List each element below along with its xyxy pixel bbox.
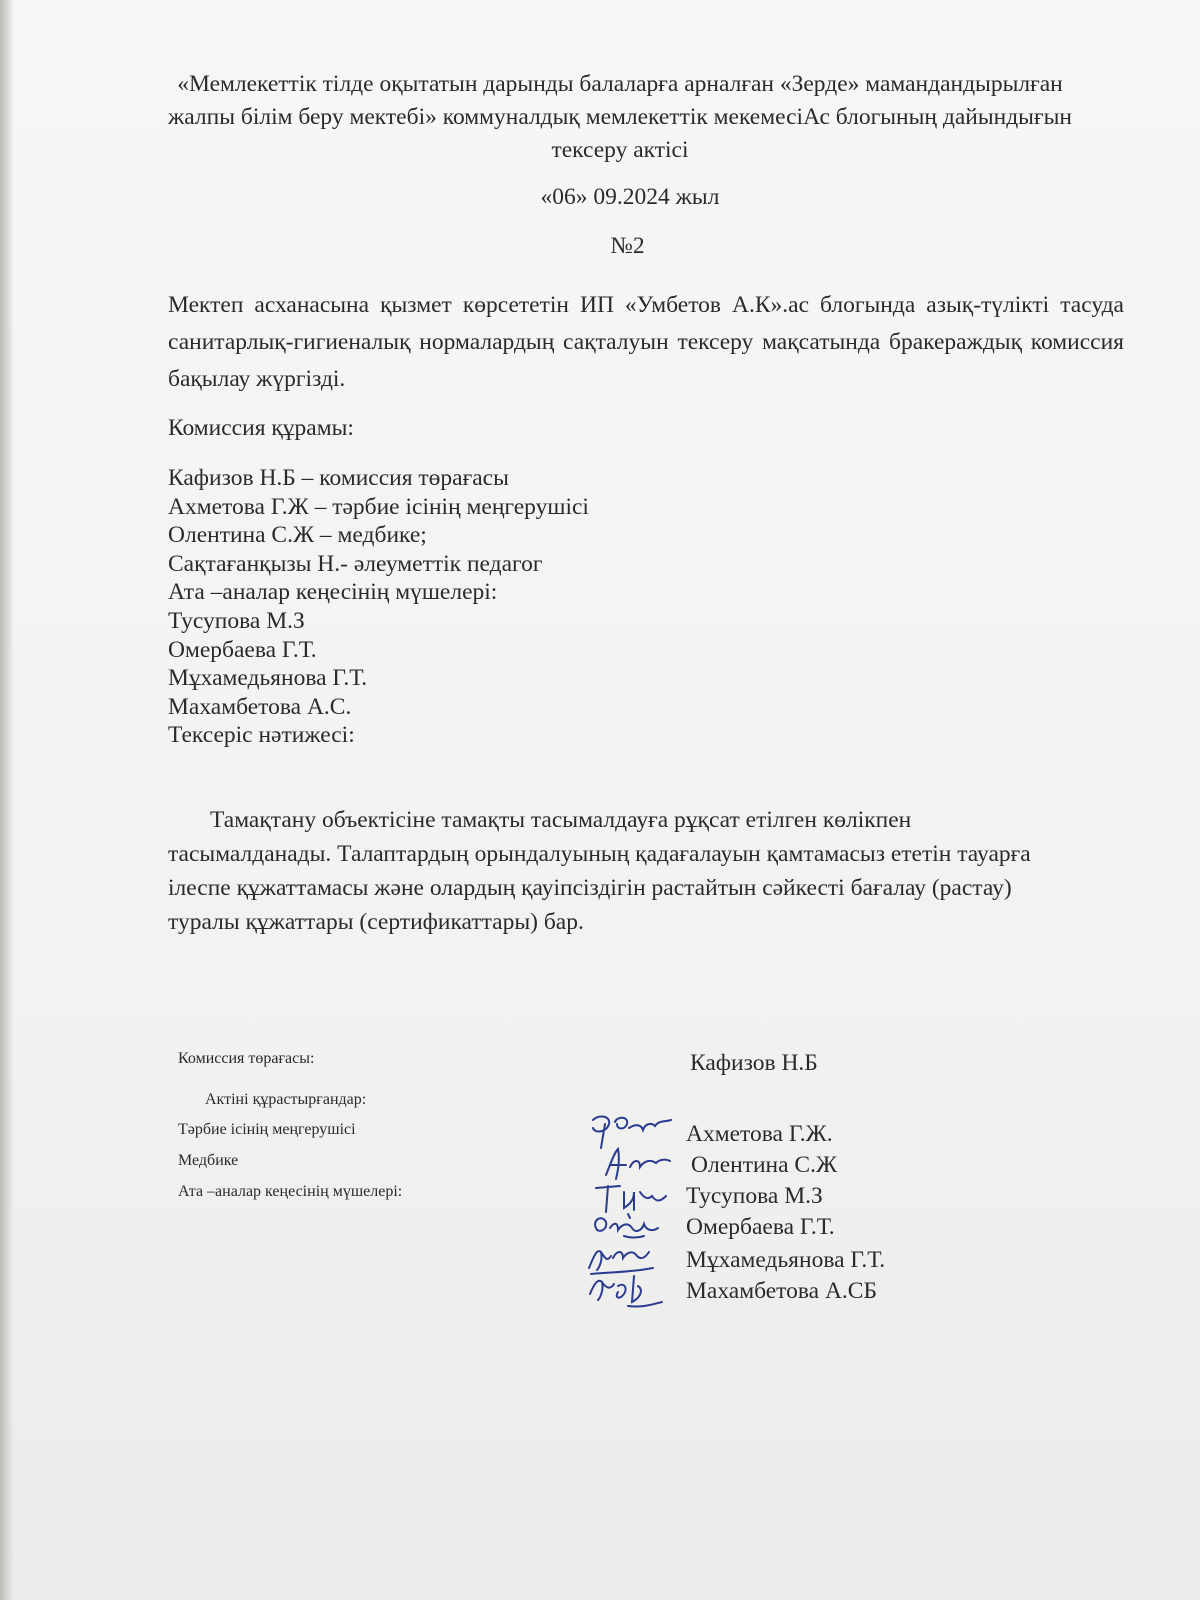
member-line: Сақтағанқызы Н.- әлеуметтік педагог bbox=[168, 550, 543, 577]
member-line: Ата –аналар кеңесінің мүшелері: bbox=[168, 579, 498, 606]
member-line: Ахметова Г.Ж – тәрбие ісінің меңгерушісі bbox=[168, 493, 589, 520]
signer-name: Махамбетова А.СБ bbox=[686, 1278, 877, 1304]
signer-name: Олентина С.Ж bbox=[691, 1152, 838, 1178]
member-line: Тусупова М.З bbox=[168, 607, 305, 634]
compilers-label: Актіні құрастырғандар: bbox=[205, 1091, 367, 1108]
result-paragraph bbox=[168, 803, 1038, 939]
member-line: Омербаева Г.Т. bbox=[168, 636, 317, 663]
chair-label: Комиссия төрағасы: bbox=[178, 1050, 315, 1067]
signature-scribble bbox=[584, 1268, 674, 1317]
signer-name: Ахметова Г.Ж. bbox=[686, 1121, 833, 1147]
member-line: Кафизов Н.Б – комиссия төрағасы bbox=[168, 465, 509, 491]
intro-paragraph bbox=[168, 287, 1124, 398]
signer-role: Тәрбие ісінің меңгерушісі bbox=[178, 1121, 356, 1138]
member-line: Тексеріс нәтижесі: bbox=[168, 722, 355, 749]
document-title: «Мемлекеттік тілде оқытатын дарынды балаларға арналған «Зерде» мамандандырылған жалпы білім беру мектебі» коммуналдық мемлекеттік мекемесіАс блогының дайындығын тексеру актісі bbox=[168, 71, 1072, 163]
signer-name: Мұхамедьянова Г.Т. bbox=[686, 1247, 886, 1273]
member-line: Олентина С.Ж – медбике; bbox=[168, 522, 427, 549]
document-date: «06» 09.2024 жыл bbox=[540, 184, 720, 210]
member-line: Махамбетова А.С. bbox=[168, 693, 352, 720]
commission-label: Комиссия құрамы: bbox=[168, 415, 354, 441]
signer-name: Тусупова М.З bbox=[686, 1183, 823, 1209]
signer-role: Медбике bbox=[178, 1152, 239, 1169]
commission-members-list bbox=[168, 464, 589, 750]
signer-role: Ата –аналар кеңесінің мүшелері: bbox=[178, 1183, 403, 1200]
signer-name: Омербаева Г.Т. bbox=[686, 1214, 835, 1240]
document-number: №2 bbox=[610, 233, 645, 259]
result-text: Тамақтану объектісіне тамақты тасымалдауға рұқсат етілген көлікпен тасымалданады. Талаптардың орындалуының қадағалауын қамтамасыз ететін тауарға ілеспе құжаттамасы және олардың қауіпсіздігін растайтын сәйкесті бағалау (растау) туралы құжаттары (сертификаттары) бар. bbox=[168, 807, 1031, 935]
member-line: Мұхамедьянова Г.Т. bbox=[168, 665, 368, 692]
chair-name: Кафизов Н.Б bbox=[690, 1050, 818, 1076]
intro-text: Мектеп асханасына қызмет көрсететін ИП «Умбетов А.К».ас блогында азық-түлікті тасуда санитарлық-гигиеналық нормалардың сақталуын тексеру мақсатында бракераждық комиссия бақылау жүргізді. bbox=[168, 292, 1124, 392]
